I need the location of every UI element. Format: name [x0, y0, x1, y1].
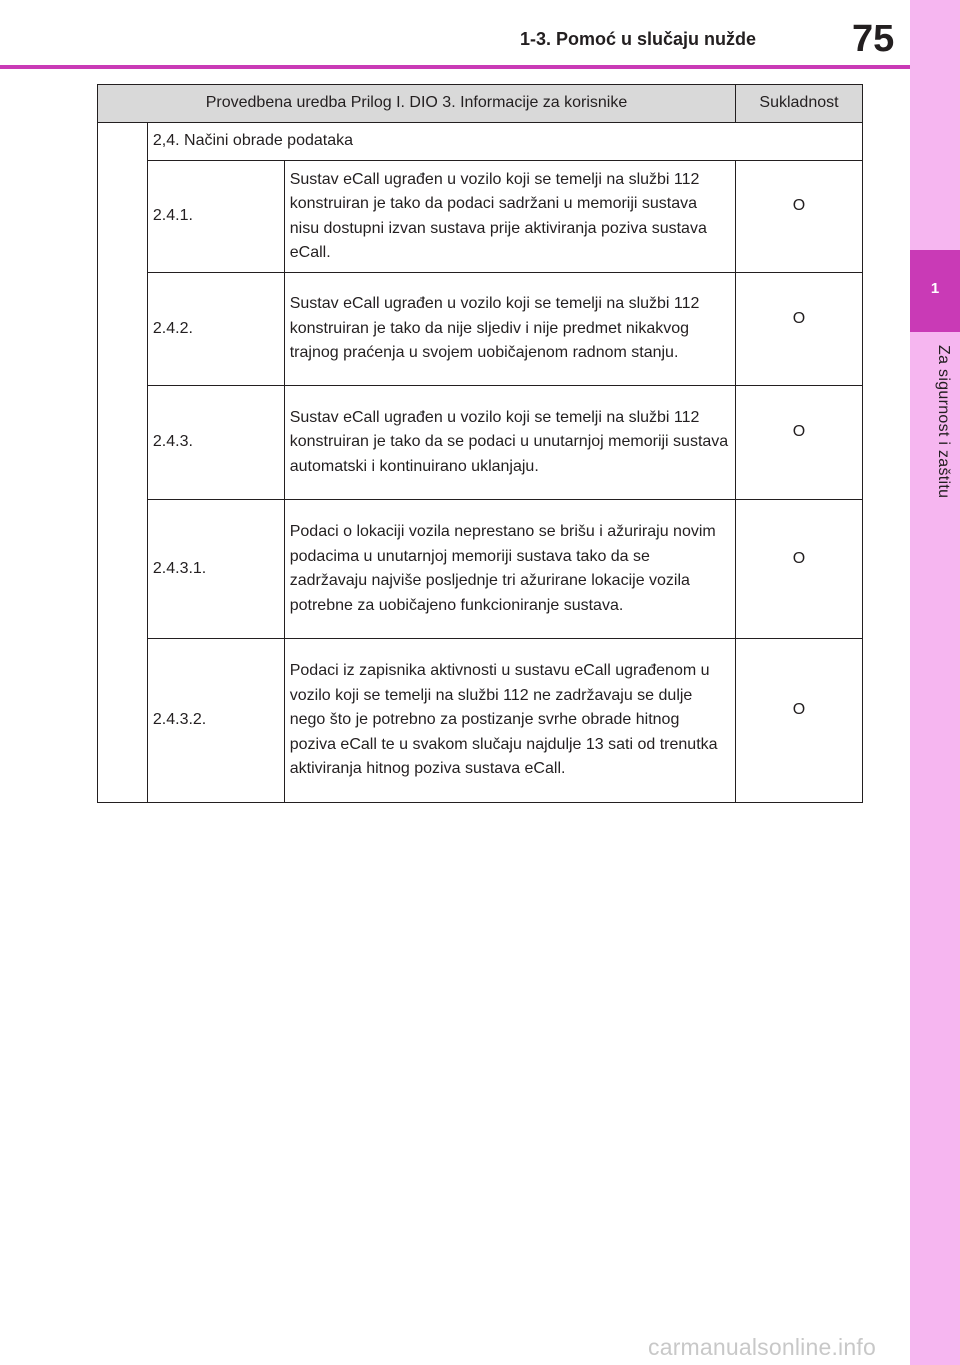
row-id: 2.4.2.	[147, 273, 284, 386]
row-text: Sustav eCall ugrađen u vozilo koji se temelji na službi 112 konstruiran je tako da podaci sadržani u memoriji sustava nisu dostupni izvan sustava prije aktiviranja poziva sustava eCall.	[284, 161, 735, 273]
header-divider	[0, 65, 910, 69]
row-id: 2.4.1.	[147, 161, 284, 273]
section-heading-row	[98, 123, 863, 161]
chapter-side-tab	[910, 0, 960, 1365]
compliance-mark: O	[792, 549, 806, 567]
row-id: 2.4.3.1.	[147, 500, 284, 639]
compliance-mark: O	[792, 197, 806, 215]
table-row	[98, 161, 863, 273]
compliance-mark: O	[792, 701, 806, 719]
table-row	[98, 273, 863, 386]
compliance-mark: O	[792, 423, 806, 441]
header-compliance: Sukladnost	[735, 85, 862, 123]
table-row	[98, 639, 863, 803]
row-text: Podaci o lokaciji vozila neprestano se brišu i ažuriraju novim podacima u unutarnjoj memoriji sustava tako da se zadržavaju najviše posljednje tri ažurirane lokacije vozila potrebne za uobičajeno funkcioniranje sustava.	[284, 500, 735, 639]
indent-cell	[98, 123, 148, 803]
chapter-number: 1	[910, 250, 960, 332]
chapter-title: Za sigurnost i zaštitu	[935, 345, 952, 499]
watermark: carmanualsonline.info	[648, 1334, 876, 1360]
row-text: Sustav eCall ugrađen u vozilo koji se temelji na službi 112 konstruiran je tako da nije sljediv i nije predmet nikakvog trajnog praćenja u svojem uobičajenom radnom stanju.	[284, 273, 735, 386]
compliance-table	[97, 84, 863, 803]
row-text: Podaci iz zapisnika aktivnosti u sustavu eCall ugrađenom u vozilo koji se temelji na službi 112 ne zadržavaju se dulje nego što je potrebno za postizanje svrhe obrade hitnog poziva eCall te u svakom slučaju najdulje 13 sati od trenutka aktiviranja hitnog poziva sustava eCall.	[284, 639, 735, 803]
section-title: 1-3. Pomoć u slučaju nužde	[520, 29, 757, 49]
header-regulation: Provedbena uredba Prilog I. DIO 3. Informacije za korisnike	[98, 85, 736, 123]
section-heading: 2,4. Načini obrade podataka	[147, 123, 862, 161]
page-number: 75	[852, 18, 895, 60]
table-row	[98, 500, 863, 639]
table-row	[98, 386, 863, 500]
compliance-mark: O	[792, 309, 806, 327]
row-id: 2.4.3.	[147, 386, 284, 500]
row-id: 2.4.3.2.	[147, 639, 284, 803]
row-text: Sustav eCall ugrađen u vozilo koji se temelji na službi 112 konstruiran je tako da se podaci u unutarnjoj memoriji sustava automatski i kontinuirano uklanjaju.	[284, 386, 735, 500]
table-header-row	[98, 85, 863, 123]
